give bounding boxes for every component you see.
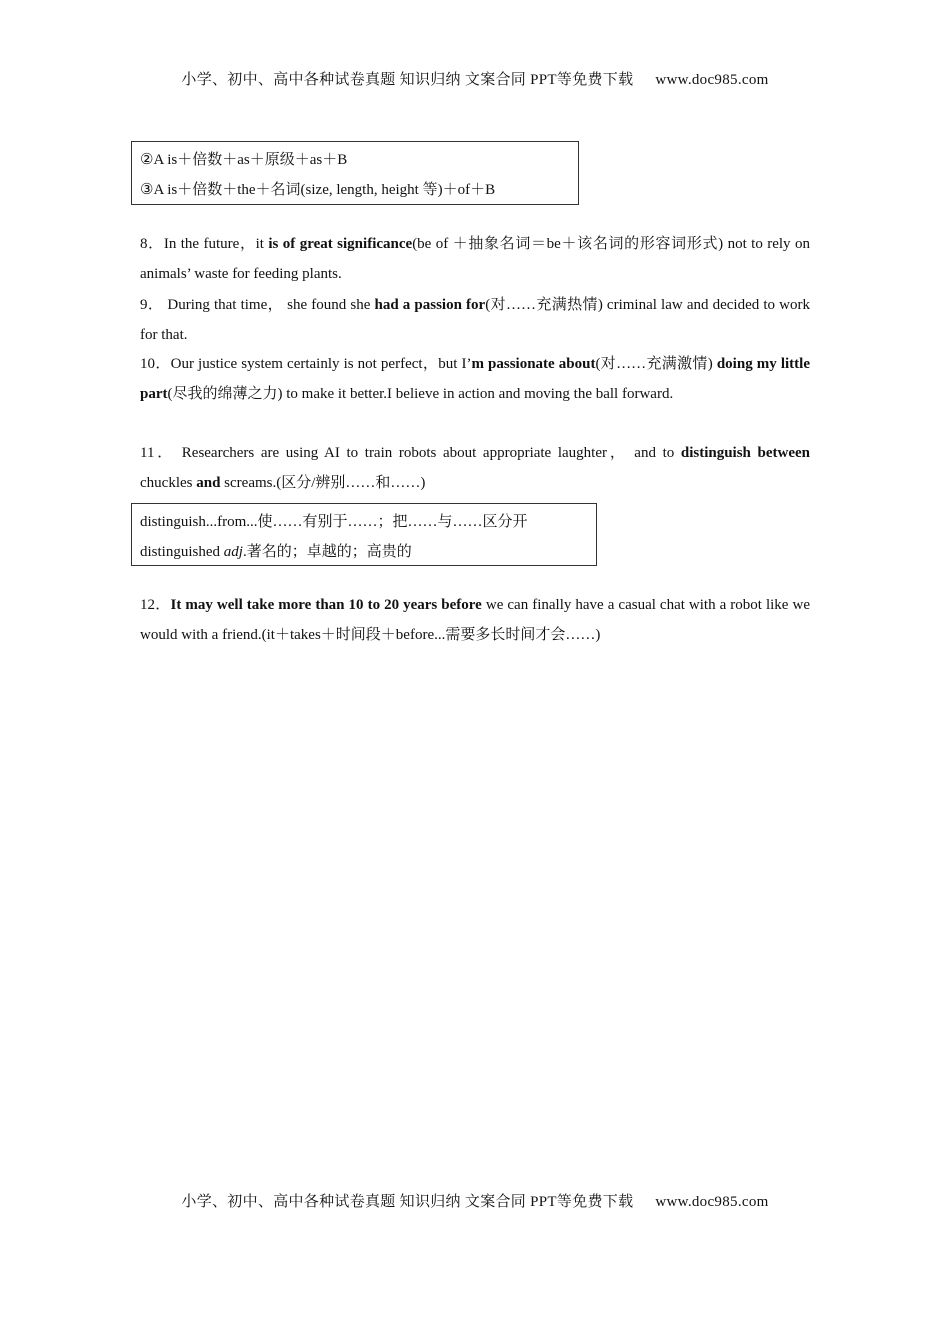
item-12 xyxy=(140,591,810,650)
item-12-lead: 12． xyxy=(140,597,171,613)
item-11-lead: 11． Researchers are using AI to train robots about appropriate laughter， and to xyxy=(140,445,681,461)
page-footer xyxy=(0,1190,950,1211)
formula-box xyxy=(131,141,579,205)
item-11-rest: screams.(区分/辨别……和……) xyxy=(220,474,426,491)
item-8-phrase: is of great significance xyxy=(268,236,413,252)
vocab-box xyxy=(131,503,597,566)
vocab-pos: adj xyxy=(223,544,243,560)
item-10-rest: (尽我的绵薄之力) to make it better.I believe in action and moving the ball forward. xyxy=(167,385,674,402)
item-12-rest: we can finally have a casual chat with a robot like we would with a friend.(it＋takes＋时间段＋before...需要多长时间才会……) xyxy=(140,597,810,643)
vocab-line-2 xyxy=(140,537,588,567)
item-10-lead: 10．Our justice system certainly is not perfect，but I’ xyxy=(140,356,472,372)
item-11 xyxy=(140,439,810,498)
formula-line-3: ③A is＋倍数＋the＋名词(size, length, height 等)＋of＋B xyxy=(140,182,496,198)
formula-line-2: ②A is＋倍数＋as＋原级＋as＋B xyxy=(140,152,348,168)
item-10-mid: (对……充满激情) xyxy=(595,356,717,372)
page-header xyxy=(0,68,950,89)
vocab-meaning: .著名的；卓越的；高贵的 xyxy=(242,544,412,560)
item-10 xyxy=(140,350,810,409)
vocab-line-1: distinguish...from...使……有别于……；把……与……区分开 xyxy=(140,514,528,530)
item-11-phrase-1: distinguish between xyxy=(680,445,810,461)
item-8 xyxy=(140,230,810,289)
item-9 xyxy=(140,291,810,350)
item-9-lead: 9． During that time， she found she xyxy=(140,297,375,313)
footer-url-link[interactable]: www.doc985.com xyxy=(655,1194,769,1210)
item-11-phrase-2: and xyxy=(196,474,221,491)
item-12-phrase: It may well take more than 10 to 20 years before xyxy=(170,597,482,613)
item-11-mid: chuckles xyxy=(140,474,197,491)
item-9-rest: (对……充满热情) criminal law and decided to work for that. xyxy=(140,297,810,343)
vocab-word: distinguished xyxy=(140,544,224,560)
item-10-phrase-1: m passionate about xyxy=(471,356,596,372)
footer-text: 小学、初中、高中各种试卷真题 知识归纳 文案合同 PPT等免费下载 xyxy=(181,1194,634,1210)
item-8-lead: 8．In the future，it xyxy=(140,236,269,252)
item-9-phrase: had a passion for xyxy=(374,297,486,313)
item-10-phrase-2: doing my little part xyxy=(140,356,810,402)
header-url-link[interactable]: www.doc985.com xyxy=(655,72,769,88)
item-8-rest: (be of ＋抽象名词＝be＋该名词的形容词形式) not to rely on animals’ waste for feeding plants. xyxy=(140,236,810,282)
header-text: 小学、初中、高中各种试卷真题 知识归纳 文案合同 PPT等免费下载 xyxy=(181,72,634,88)
